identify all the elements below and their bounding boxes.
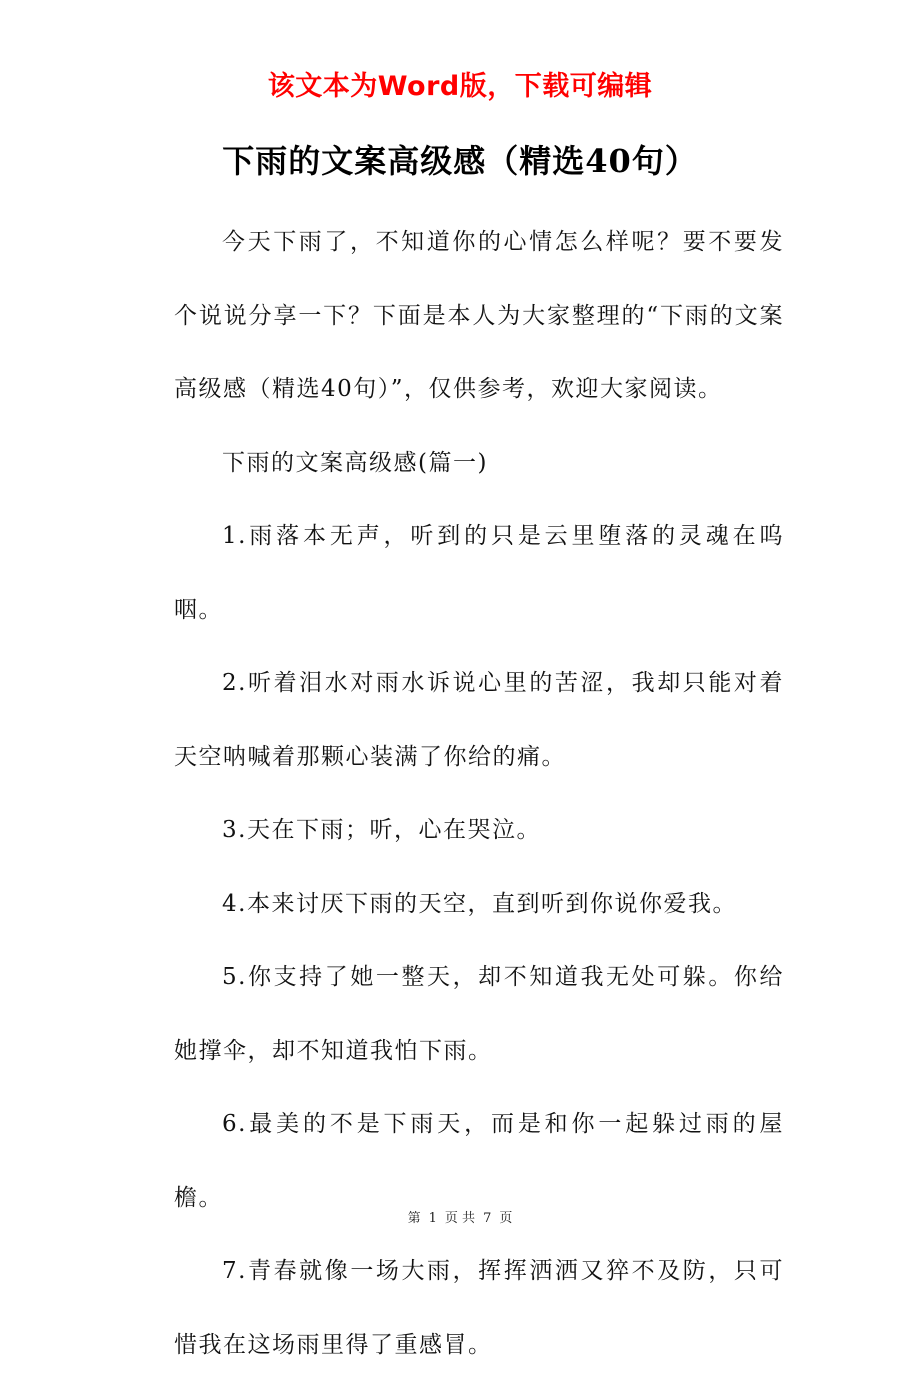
list-item: 6.最美的不是下雨天，而是和你一起躲过雨的屋檐。 bbox=[174, 1111, 784, 1211]
footer-middle: 页 共 bbox=[444, 1211, 476, 1226]
page-number-footer bbox=[0, 1207, 920, 1226]
list-item: 4.本来讨厌下雨的天空，直到听到你说你爱我。 bbox=[222, 890, 737, 917]
intro-paragraph: 今天下雨了，不知道你的心情怎么样呢？要不要发个说说分享一下？下面是本人为大家整理的“下雨的文案高级感（精选40句）”，仅供参考，欢迎大家阅读。 bbox=[174, 229, 784, 402]
footer-prefix: 第 bbox=[407, 1211, 421, 1226]
editable-notice-banner: 该文本为Word版，下载可编辑 bbox=[267, 71, 653, 102]
footer-suffix: 页 bbox=[499, 1211, 513, 1226]
current-page-number: 1 bbox=[428, 1211, 437, 1226]
list-item: 3.天在下雨；听，心在哭泣。 bbox=[222, 817, 541, 843]
document-title: 下雨的文案高级感（精选40句） bbox=[222, 142, 698, 180]
document-body bbox=[174, 206, 784, 1382]
list-item: 1.雨落本无声，听到的只是云里堕落的灵魂在呜咽。 bbox=[174, 523, 784, 623]
list-item: 5.你支持了她一整天，却不知道我无处可躲。你给她撑伞，却不知道我怕下雨。 bbox=[174, 964, 784, 1064]
list-item: 7.青春就像一场大雨，挥挥洒洒又猝不及防，只可惜我在这场雨里得了重感冒。 bbox=[174, 1258, 784, 1358]
list-item: 2.听着泪水对雨水诉说心里的苦涩，我却只能对着天空呐喊着那颗心装满了你给的痛。 bbox=[174, 670, 784, 770]
section-heading: 下雨的文案高级感(篇一) bbox=[222, 449, 488, 476]
total-page-count: 7 bbox=[483, 1211, 492, 1226]
